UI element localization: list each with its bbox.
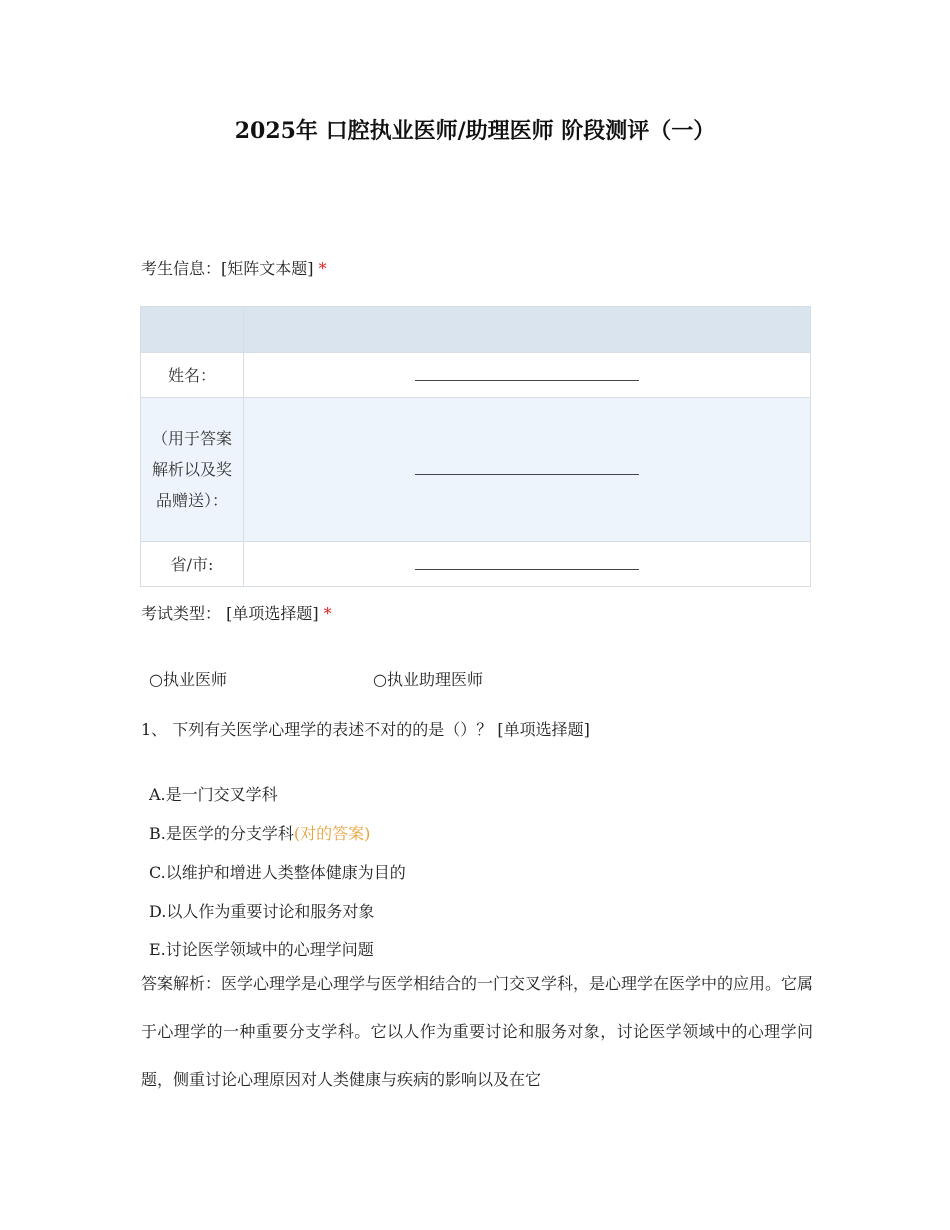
radio-assistant-physician[interactable]: ○执业助理医师 xyxy=(373,670,483,689)
correct-answer-mark: (对的答案) xyxy=(293,824,371,843)
option-e[interactable] xyxy=(149,937,374,960)
option-d-text: D.以人作为重要讨论和服务对象 xyxy=(149,902,375,921)
option-a[interactable] xyxy=(149,782,278,805)
option-e-text: E.讨论医学领域中的心理学问题 xyxy=(149,940,374,959)
province-input-line[interactable] xyxy=(415,568,639,570)
required-mark: * xyxy=(323,604,332,623)
option-d[interactable] xyxy=(149,899,374,922)
option-c[interactable] xyxy=(149,860,406,883)
table-row-contact xyxy=(141,398,811,542)
student-info-table xyxy=(140,306,811,587)
page-title: 2025年 口腔执业医师/助理医师 阶段测评（一） xyxy=(234,118,716,144)
name-field[interactable] xyxy=(244,353,811,398)
option-a-text: A.是一门交叉学科 xyxy=(149,785,278,804)
table-header-row xyxy=(141,307,811,353)
contact-label: （用于答案解析以及奖品赠送）： xyxy=(141,398,244,542)
header-cell-value xyxy=(244,307,811,353)
exam-type-label-text: 考试类型： [单项选择题] xyxy=(141,604,319,623)
table-row-province xyxy=(141,542,811,587)
header-cell-label xyxy=(141,307,244,353)
exam-type-label xyxy=(141,601,332,624)
name-input-line[interactable] xyxy=(415,379,639,381)
contact-field[interactable] xyxy=(244,398,811,542)
province-field[interactable] xyxy=(244,542,811,587)
option-c-text: C.以维护和增进人类整体健康为目的 xyxy=(149,863,406,882)
student-info-label-text: 考生信息：[矩阵文本题] xyxy=(141,259,314,278)
option-b[interactable] xyxy=(149,821,370,844)
student-info-label xyxy=(141,256,327,279)
contact-input-line[interactable] xyxy=(415,473,639,475)
name-label: 姓名： xyxy=(141,353,244,398)
option-b-text: B.是医学的分支学科 xyxy=(149,824,294,843)
radio-licensed-physician[interactable]: ○执业医师 xyxy=(149,670,227,689)
required-mark: * xyxy=(318,259,327,278)
table-row-name xyxy=(141,353,811,398)
province-label: 省/市: xyxy=(141,542,244,587)
answer-analysis: 答案解析：医学心理学是心理学与医学相结合的一门交叉学科，是心理学在医学中的应用。它属于心理学的一种重要分支学科。它以人作为重要讨论和服务对象，讨论医学领域中的心理学问题，侧重讨论心理原因对人类健康与疾病的影响以及在它 xyxy=(141,974,814,1089)
question-1-stem: 1、 下列有关医学心理学的表述不对的的是（）？ [单项选择题] xyxy=(141,720,590,739)
